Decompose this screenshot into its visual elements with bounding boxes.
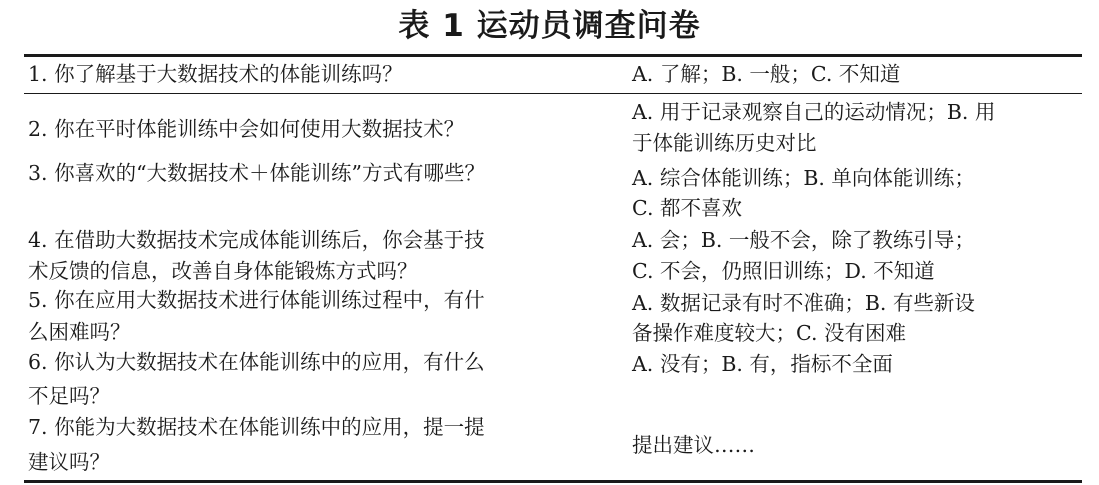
table-title: 表 1 运动员调查问卷	[398, 8, 701, 44]
question-2-line-1: 2. 你在平时体能训练中会如何使用大数据技术？	[28, 117, 465, 141]
answer-1-line-1: A. 了解；B. 一般；C. 不知道	[632, 62, 901, 86]
answer-4-line-2: C. 不会，仍照旧训练；D. 不知道	[632, 259, 935, 283]
question-5-line-2: 么困难吗？	[28, 320, 131, 344]
answer-2-line-1: A. 用于记录观察自己的运动情况；B. 用	[632, 100, 996, 124]
question-7-line-1: 7. 你能为大数据技术在体能训练中的应用，提一提	[28, 415, 485, 439]
table-top-rule	[24, 54, 1082, 57]
question-5-line-1: 5. 你在应用大数据技术进行体能训练过程中，有什	[28, 288, 485, 312]
question-4-line-1: 4. 在借助大数据技术完成体能训练后，你会基于技	[28, 228, 485, 252]
answer-2-line-2: 于体能训练历史对比	[632, 131, 817, 155]
table-header-rule	[24, 93, 1082, 94]
answer-6-line-1: A. 没有；B. 有，指标不全面	[632, 352, 893, 376]
answer-3-line-2: C. 都不喜欢	[632, 196, 742, 220]
question-7-line-2: 建议吗？	[28, 450, 110, 474]
question-6-line-1: 6. 你认为大数据技术在体能训练中的应用，有什么	[28, 350, 485, 374]
question-6-line-2: 不足吗？	[28, 384, 110, 408]
answer-7-line-1: 提出建议……	[632, 433, 755, 457]
answer-4-line-1: A. 会；B. 一般不会，除了教练引导；	[632, 228, 975, 252]
answer-5-line-2: 备操作难度较大；C. 没有困难	[632, 321, 906, 345]
table-bottom-rule	[24, 480, 1082, 483]
question-4-line-2: 术反馈的信息，改善自身体能锻炼方式吗？	[28, 259, 418, 283]
question-1-line-1: 1. 你了解基于大数据技术的体能训练吗？	[28, 62, 403, 86]
answer-3-line-1: A. 综合体能训练；B. 单向体能训练；	[632, 166, 975, 190]
answer-5-line-1: A. 数据记录有时不准确；B. 有些新设	[632, 291, 975, 315]
question-3-line-1: 3. 你喜欢的“大数据技术＋体能训练”方式有哪些？	[28, 161, 486, 185]
